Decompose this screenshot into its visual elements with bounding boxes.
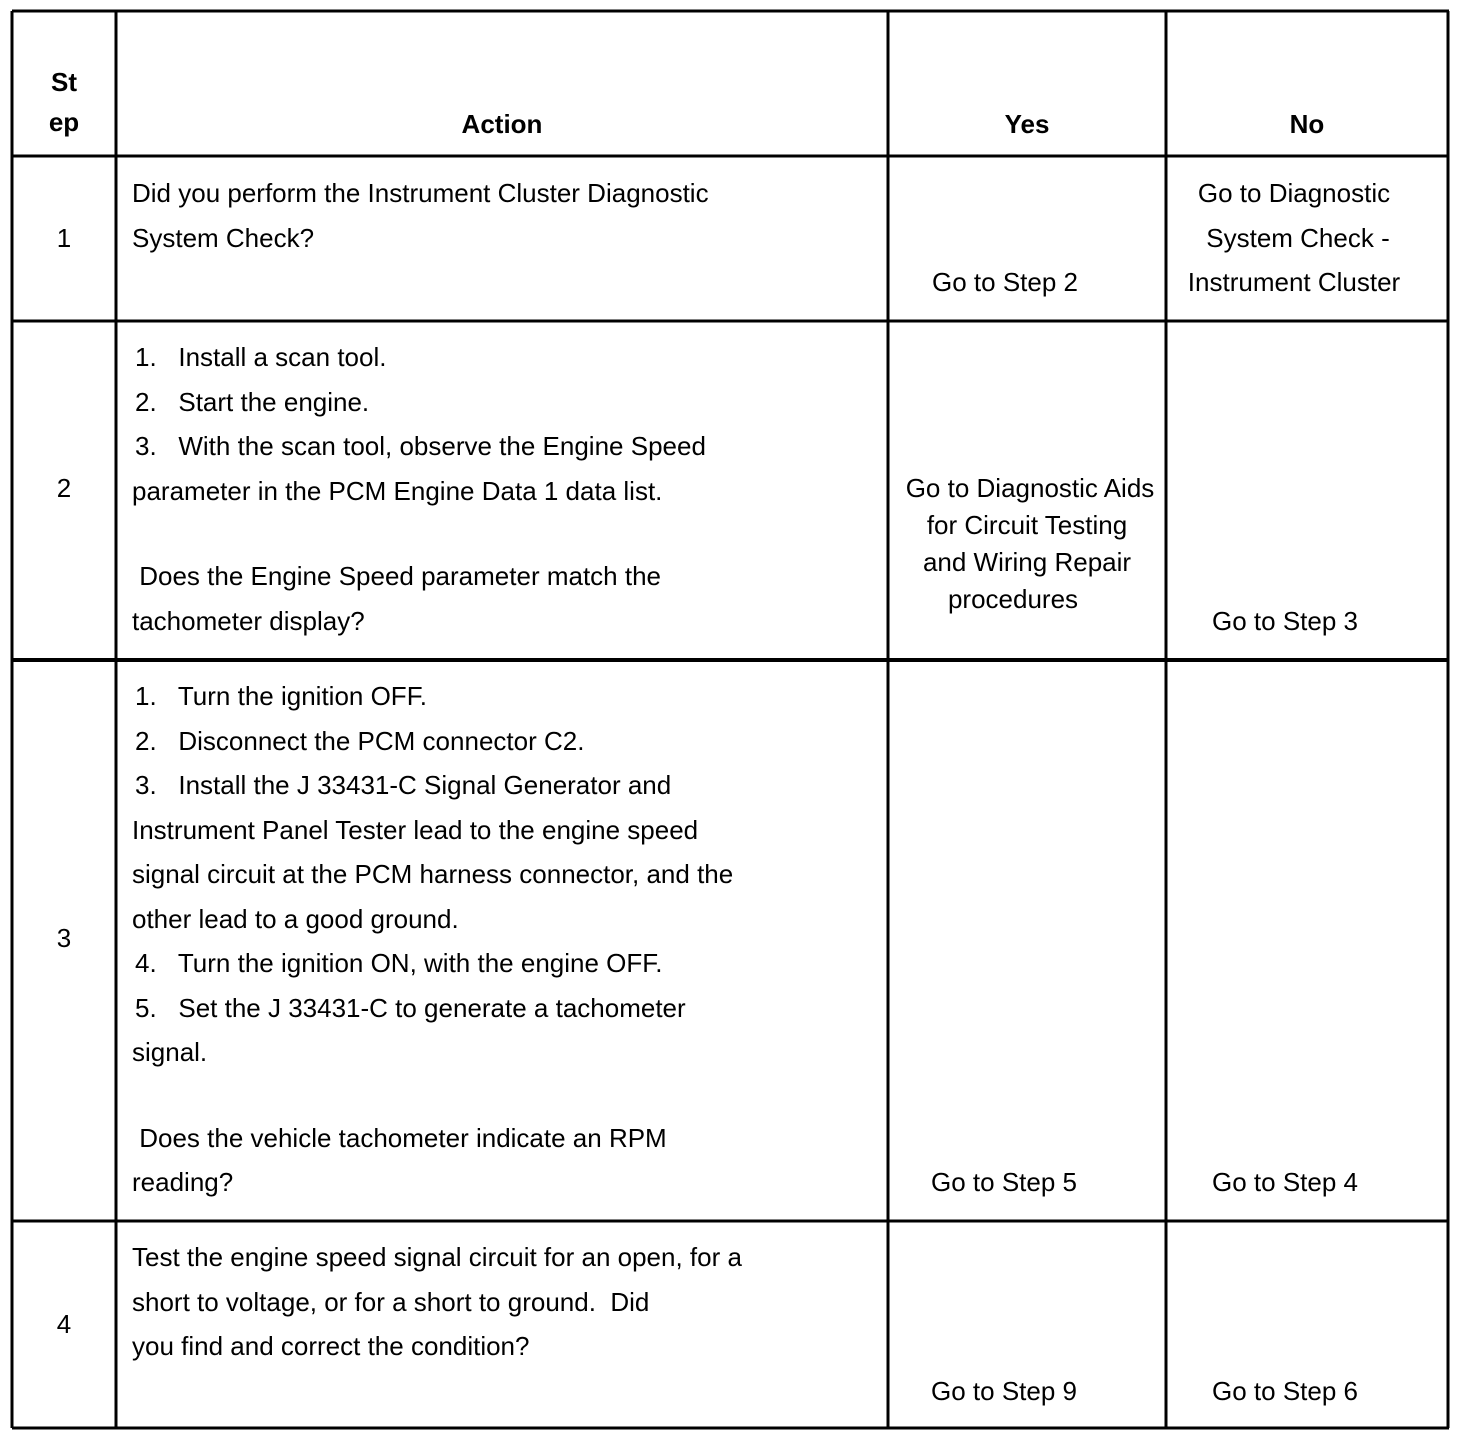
action-text [132,674,882,1205]
yes-link[interactable] [931,1160,1077,1205]
yes-line: Go to Step 9 [931,1376,1077,1406]
yes-line: Go to Step 5 [931,1167,1077,1197]
header-action: Action [461,109,543,139]
action-line: signal circuit at the PCM harness connector, and the [132,859,734,889]
action-line: System Check? [132,222,315,253]
no-line: Instrument Cluster [1187,267,1401,297]
no-link[interactable] [1212,1160,1358,1205]
header-step [14,62,114,142]
header-step-line-1: St [51,67,77,97]
no-line: Go to Step 4 [1212,1167,1358,1197]
no-line: Go to Step 6 [1212,1376,1358,1406]
step-number: 2 [56,473,72,503]
yes-line: Go to Step 2 [932,267,1078,297]
action-line: 1. Install a scan tool. [135,342,387,372]
action-text [132,335,882,643]
no-line: Go to Step 3 [1212,606,1358,636]
action-line: other lead to a good ground. [132,903,459,934]
action-text [132,171,882,260]
action-line: signal. [132,1037,208,1067]
yes-link[interactable] [932,260,1078,305]
action-line: 1. Turn the ignition OFF. [135,681,427,711]
action-line: 4. Turn the ignition ON, with the engine OFF. [135,948,663,978]
no-link[interactable] [1168,171,1420,305]
no-line: Go to Diagnostic [1197,178,1391,208]
action-line: Test the engine speed signal circuit for an open, for a [132,1242,742,1272]
action-line: Did you perform the Instrument Cluster Diagnostic [132,178,709,208]
action-line: 2. Disconnect the PCM connector C2. [135,725,585,756]
action-line: Does the Engine Speed parameter match the [132,561,661,591]
header-yes: Yes [1004,109,1050,139]
step-number: 4 [56,1309,72,1339]
yes-line: and Wiring Repair [922,547,1132,577]
action-text [132,1235,882,1369]
action-line: 3. With the scan tool, observe the Engine Speed [135,431,706,461]
action-line [132,513,882,554]
yes-line: Go to Diagnostic Aids [905,473,1155,503]
yes-link[interactable] [890,470,1164,618]
yes-link[interactable] [931,1369,1077,1414]
action-line: short to voltage, or for a short to ground. Did [132,1286,650,1317]
no-link[interactable] [1212,599,1358,644]
action-line: Does the vehicle tachometer indicate an RPM [132,1122,667,1153]
action-line [132,1075,882,1116]
yes-line: procedures [947,584,1079,614]
action-line: 3. Install the J 33431-C Signal Generator and [135,770,672,800]
action-line: Instrument Panel Tester lead to the engine speed [132,814,699,845]
header-no: No [1289,109,1325,139]
step-number: 1 [56,223,72,253]
header-step-line-2: ep [48,107,80,137]
action-line: tachometer display? [132,605,365,636]
action-line: 5. Set the J 33431-C to generate a tachometer [135,992,686,1023]
no-link[interactable] [1212,1369,1358,1414]
action-line: 2. Start the engine. [135,386,370,417]
yes-line: for Circuit Testing [926,510,1128,540]
no-line: System Check - [1206,222,1390,253]
action-line: you find and correct the condition? [132,1331,530,1361]
step-number: 3 [56,923,72,953]
action-line: parameter in the PCM Engine Data 1 data list. [132,475,663,506]
action-line: reading? [132,1167,234,1197]
